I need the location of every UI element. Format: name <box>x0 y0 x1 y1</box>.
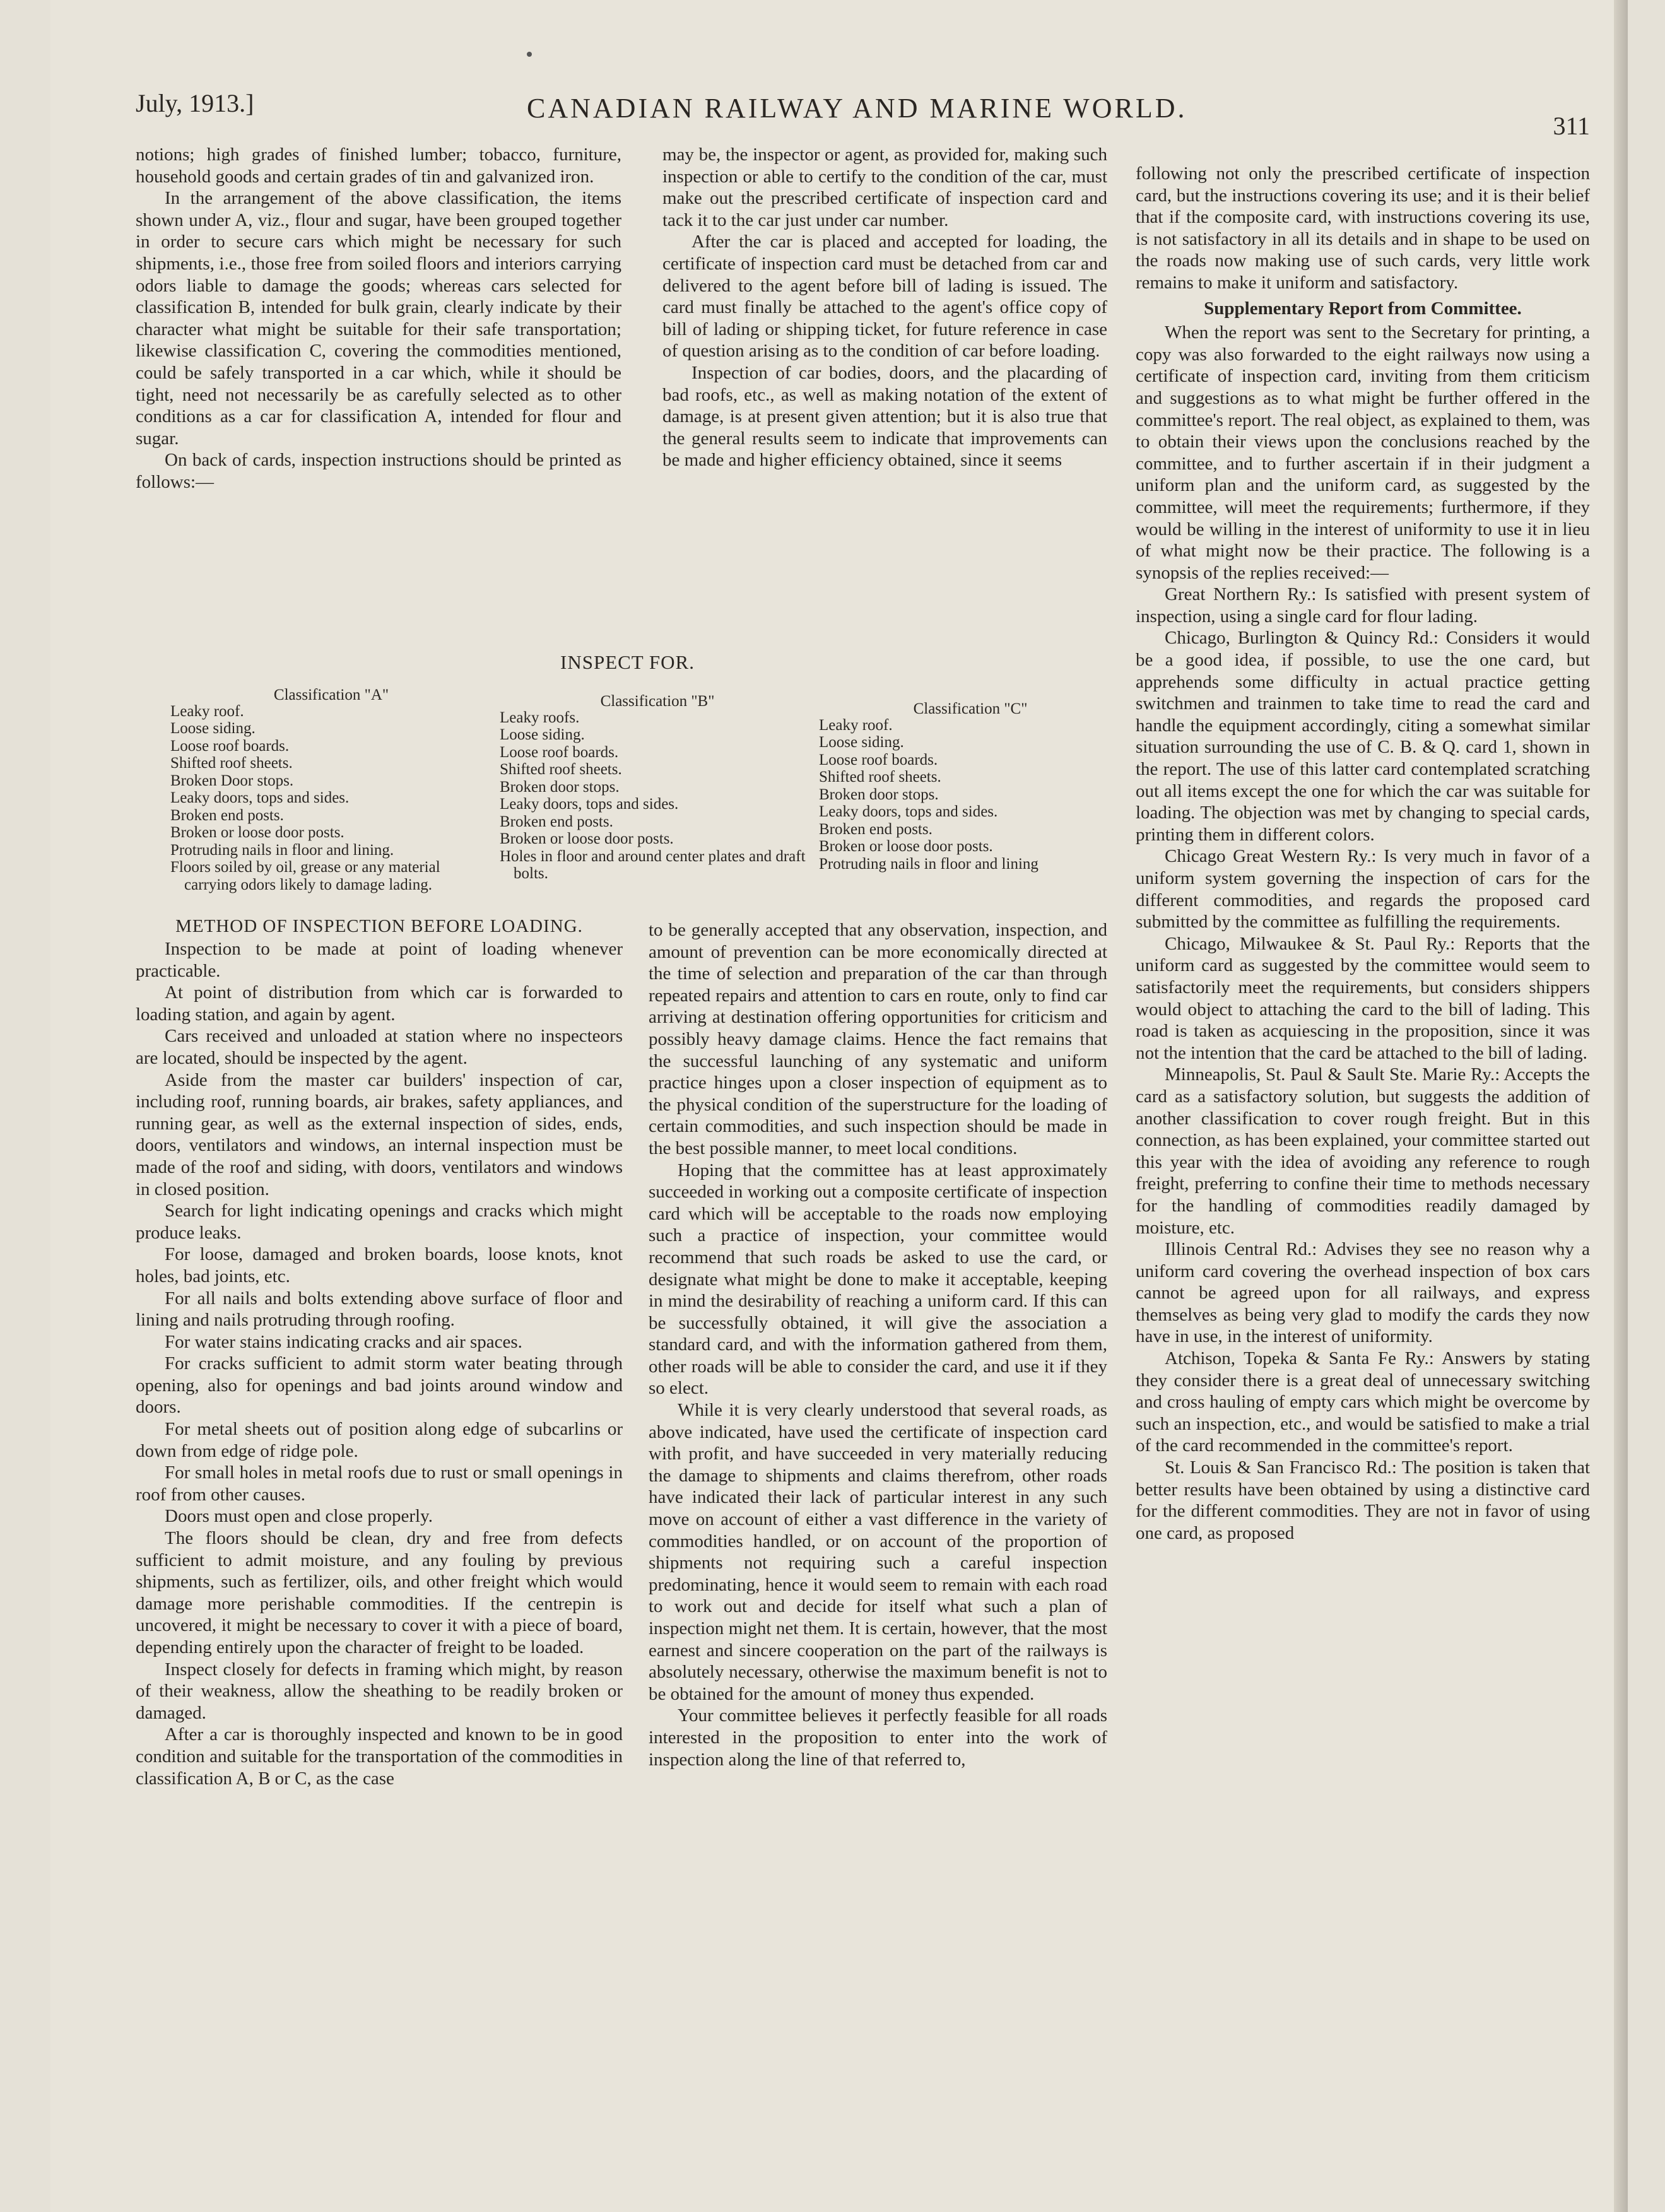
paragraph: For loose, damaged and broken boards, loose knots, knot holes, bad joints, etc. <box>136 1244 623 1286</box>
classification-c <box>819 700 1122 873</box>
paragraph: On back of cards, inspection instructions should be printed as follows:— <box>136 450 621 492</box>
list-item: Loose roof boards. <box>500 743 619 761</box>
list-item: Broken or loose door posts. <box>500 830 674 847</box>
paragraph: After a car is thoroughly inspected and known to be in good condition and suitable for the transportation of the commodities in classification A, B or C, as the case <box>136 1724 623 1789</box>
column-1-bottom <box>136 916 623 2153</box>
magazine-page <box>50 0 1628 2212</box>
paragraph: Great Northern Ry.: Is satisfied with present system of inspection, using a single card for flour lading. <box>1136 584 1590 627</box>
list-item: Broken Door stops. <box>170 772 294 789</box>
list-item: Leaky doors, tops and sides. <box>170 789 350 806</box>
paragraph: The floors should be clean, dry and free from defects sufficient to admit moisture, and any fouling by previous shipments, such as fertilizer, oils, and other freight which would damage more perishable commodities. If the centrepin is uncovered, it might be necessary to cover it with a piece of board, depending entirely upon the character of freight to be loaded. <box>136 1528 623 1657</box>
classification-list <box>500 709 815 883</box>
list-item: Broken end posts. <box>500 813 613 830</box>
paragraph: may be, the inspector or agent, as provided for, making such inspection or able to certify to the condition of the car, must make out the prescribed certificate of inspection card and tack it to the car just under car number. <box>662 144 1107 230</box>
page-binding-edge <box>1614 0 1628 2212</box>
paragraph: When the report was sent to the Secretary for printing, a copy was also forwarded to the eight railways now using a certificate of inspection card, inviting from them criticism and suggestions as to what might be further offered in the committee's report. The real object, as explained to them, was to obtain their views upon the conclusions reached by the committee, and to further ascertain if in their judgment a uniform plan and the uniform card, as suggested by the committee, will meet the requirements; furthermore, if they would be willing in the interest of uniformity to use it in lieu of what might now be their practice. The following is a synopsis of the replies received:— <box>1136 322 1590 583</box>
list-item: Loose siding. <box>170 720 256 737</box>
column-1-top <box>136 144 621 623</box>
paragraph: Atchison, Topeka & Santa Fe Ry.: Answers by stating they consider there is a great deal of unnecessary switching and cross hauling of empty cars which might be overcome by such an inspection, etc., and would be satisfied to make a trial of the card recommended in the committee's report. <box>1136 1348 1590 1456</box>
classification-heading: Classification "B" <box>600 693 715 710</box>
paragraph: For water stains indicating cracks and air spaces. <box>165 1331 522 1352</box>
paragraph: Cars received and unloaded at station where no inspecteors are located, should be inspected by the agent. <box>136 1026 623 1068</box>
classification-list <box>819 717 1122 873</box>
paragraph: following not only the prescribed certificate of inspection card, but the instructions covering its use; and it is their belief that if the composite card, with instructions covering its use, is not satisfactory in all its details and in shape to be used on the roads now making use of such cards, very little work remains to make it uniform and satisfactory. <box>1136 163 1590 293</box>
paragraph: Doors must open and close properly. <box>165 1506 433 1527</box>
paragraph: While it is very clearly understood that several roads, as above indicated, have used the certificate of inspection card with profit, and have succeeded in very materially reducing the damage to shipments and claims therefrom, other roads have indicated their lack of particular interest in any such move on account of either a vast difference in the variety of commodities handled, or on account of the proportion of shipments not requiring such a careful inspection predominating, hence it would seem to remain with each road to work out and decide for itself what such a plan of inspection might net them. It is certain, however, that the most earnest and sincere cooperation on the part of the railways is absolutely necessary, otherwise the maximum benefit is not to be obtained for the amount of money thus expended. <box>649 1400 1107 1704</box>
list-item: Leaky doors, tops and sides. <box>500 796 679 813</box>
list-item: Shifted roof sheets. <box>500 761 622 778</box>
inspect-for-heading: INSPECT FOR. <box>560 651 695 673</box>
classification-list <box>170 703 492 894</box>
paragraph: Inspect closely for defects in framing which might, by reason of their weakness, allow the sheathing to be readily broken or damaged. <box>136 1659 623 1723</box>
list-item: Floors soiled by oil, grease or any material carrying odors likely to damage lading. <box>170 859 440 893</box>
list-item: Leaky roof. <box>819 716 893 734</box>
paragraph: Aside from the master car builders' inspection of car, including roof, running boards, air brakes, safety appliances, and running gear, as well as the external inspection of sides, ends, doors, ventilators and windows, an internal inspection must be made of the roof and siding, with doors, ventilators and windows in closed position. <box>136 1069 623 1199</box>
list-item: Holes in floor and around center plates and draft bolts. <box>500 847 806 882</box>
supplementary-heading: Supplementary Report from Committee. <box>1204 298 1522 319</box>
classification-heading: Classification "A" <box>273 686 389 703</box>
list-item: Protruding nails in floor and lining. <box>170 841 394 859</box>
classification-b <box>500 693 815 883</box>
list-item: Broken door stops. <box>500 778 620 796</box>
paragraph: For cracks sufficient to admit storm water beating through opening, also for openings and bad joints around window and doors. <box>136 1353 623 1418</box>
page-number: 311 <box>1553 112 1590 140</box>
list-item: Broken or loose door posts. <box>819 838 993 855</box>
list-item: Shifted roof sheets. <box>819 768 941 785</box>
list-item: Loose siding. <box>819 734 904 751</box>
paragraph: Search for light indicating openings and cracks which might produce leaks. <box>136 1201 623 1243</box>
paragraph: In the arrangement of the above classification, the items shown under A, viz., flour and sugar, have been grouped together in order to secure cars which might be necessary for such shipments, i.e., those free from soiled floors and interiors carrying odors liable to damage the goods; whereas cars selected for classification B, intended for bulk grain, clearly indicate by their character what might be suitable for their safe transportation; likewise classification C, covering the commodities mentioned, could be safely transported in a car which, while it should be tight, need not necessarily be as carefully selected as to other conditions as a car for classification A, intended for flour and sugar. <box>136 188 621 449</box>
column-3 <box>1136 163 1590 2156</box>
classification-a <box>170 686 492 893</box>
paragraph: notions; high grades of finished lumber; tobacco, furniture, household goods and certain grades of tin and galvanized iron. <box>136 144 621 187</box>
paragraph: Chicago, Burlington & Quincy Rd.: Considers it would be a good idea, if possible, to use the one card, but apprehends some difficulty in actual practice getting switchmen and trainmen to take time to read the card and handle the equipment accordingly, citing a somewhat similar situation surrounding the use of C. B. & Q. card 1, shown in the report. The use of this latter card contemplated scratching out all items except the one for which the car was suitable for loading. The objection was met by changing to special cards, printing them in different colors. <box>1136 628 1590 845</box>
paragraph: St. Louis & San Francisco Rd.: The position is taken that better results have been obtained by using a distinctive card for the different commodities. They are not in favor of using one card, as proposed <box>1136 1457 1590 1543</box>
classification-heading: Classification "C" <box>913 700 1028 717</box>
paragraph: Inspection of car bodies, doors, and the placarding of bad roofs, etc., as well as making notation of the extent of damage, is at present given attention; but it is also true that the general results seem to indicate that improvements can be made and higher efficiency obtained, since it seems <box>662 362 1107 471</box>
paragraph: Chicago Great Western Ry.: Is very much in favor of a uniform system governing the inspection of cars for the different commodities, and regards the proposed card submitted by the committee as fulfilling the requirements. <box>1136 846 1590 932</box>
list-item: Shifted roof sheets. <box>170 755 293 772</box>
paragraph: After the car is placed and accepted for loading, the certificate of inspection card must be detached from car and delivered to the agent before bill of lading is issued. The card must finally be attached to the agent's office copy of bill of lading or shipping ticket, for future reference in case of question arising as to the condition of car before loading. <box>662 232 1107 362</box>
paragraph: At point of distribution from which car is forwarded to loading station, and again by agent. <box>136 982 623 1025</box>
list-item: Leaky roof. <box>170 702 244 720</box>
list-item: Broken or loose door posts. <box>170 824 344 841</box>
list-item: Broken end posts. <box>819 820 933 838</box>
paragraph: Illinois Central Rd.: Advises they see no reason why a uniform card covering the overhead inspection of box cars cannot be agreed upon for all railways, and express themselves as being very glad to modify the cards they now have in use, in the interest of uniformity. <box>1136 1239 1590 1347</box>
paragraph: Chicago, Milwaukee & St. Paul Ry.: Reports that the uniform card as suggested by the committee would seem to satisfactorily meet the requirements, but considers shippers would object to attaching the card to the bill of lading. This road is taken as acquiescing in the proposition, since it was not the intention that the card be attached to the bill of lading. <box>1136 933 1590 1063</box>
method-heading: METHOD OF INSPECTION BEFORE LOADING. <box>175 916 583 936</box>
list-item: Loose siding. <box>500 726 585 743</box>
list-item: Loose roof boards. <box>819 751 938 768</box>
paragraph: Your committee believes it perfectly feasible for all roads interested in the proposition to enter into the work of inspection along the line of that referred to, <box>649 1705 1107 1770</box>
paragraph: Inspection to be made at point of loading whenever practicable. <box>136 939 623 981</box>
running-header <box>136 88 1590 139</box>
list-item: Leaky doors, tops and sides. <box>819 803 998 820</box>
paragraph: For all nails and bolts extending above surface of floor and lining and nails protruding through roofing. <box>136 1288 623 1331</box>
list-item: Loose roof boards. <box>170 737 290 755</box>
print-speck <box>527 52 532 57</box>
paragraph: Hoping that the committee has at least approximately succeeded in working out a composite certificate of inspection card which will be acceptable to the roads now employing such a practice of inspection, your committee would recommend that such roads be asked to use the card, or designate what might be done to make it acceptable, keeping in mind the desirability of reaching a uniform card. If this can be successfully obtained, it will give the association a standard card, and with the information gathered from them, other roads will be able to consider the card, and use it if they so elect. <box>649 1160 1107 1399</box>
journal-title: CANADIAN RAILWAY AND MARINE WORLD. <box>527 93 1187 124</box>
paragraph: For small holes in metal roofs due to rust or small openings in roof from other causes. <box>136 1462 623 1505</box>
list-item: Protruding nails in floor and lining <box>819 855 1038 873</box>
issue-date: July, 1913.] <box>136 89 254 117</box>
list-item: Leaky roofs. <box>500 709 580 726</box>
column-2-top <box>662 144 1107 649</box>
list-item: Broken door stops. <box>819 785 939 803</box>
paragraph: to be generally accepted that any observation, inspection, and amount of prevention can be more economically directed at the time of selection and preparation of the car than through repeated repairs and attention to cars en route, only to find car arriving at destination offering opportunities for criticism and possibly heavy damage claims. Hence the fact remains that the successful launching of any systematic and uniform practice hinges upon a closer inspection of equipment as to the physical condition of the superstructure for the loading of certain commodities, and such inspection should be made in the best possible manner, to meet local conditions. <box>649 920 1107 1158</box>
list-item: Broken end posts. <box>170 806 284 824</box>
paragraph: Minneapolis, St. Paul & Sault Ste. Marie Ry.: Accepts the card as a satisfactory solution, but suggests the addition of another classification to cover rough freight. But in this connection, as has been explained, your committee started out this year with the idea of avoiding any reference to rough freight, preferring to confine their time to methods necessary for the handling of commodities readily damaged by moisture, etc. <box>1136 1064 1590 1238</box>
column-2-bottom <box>649 919 1107 2156</box>
paragraph: For metal sheets out of position along edge of subcarlins or down from edge of ridge pole. <box>136 1419 623 1461</box>
